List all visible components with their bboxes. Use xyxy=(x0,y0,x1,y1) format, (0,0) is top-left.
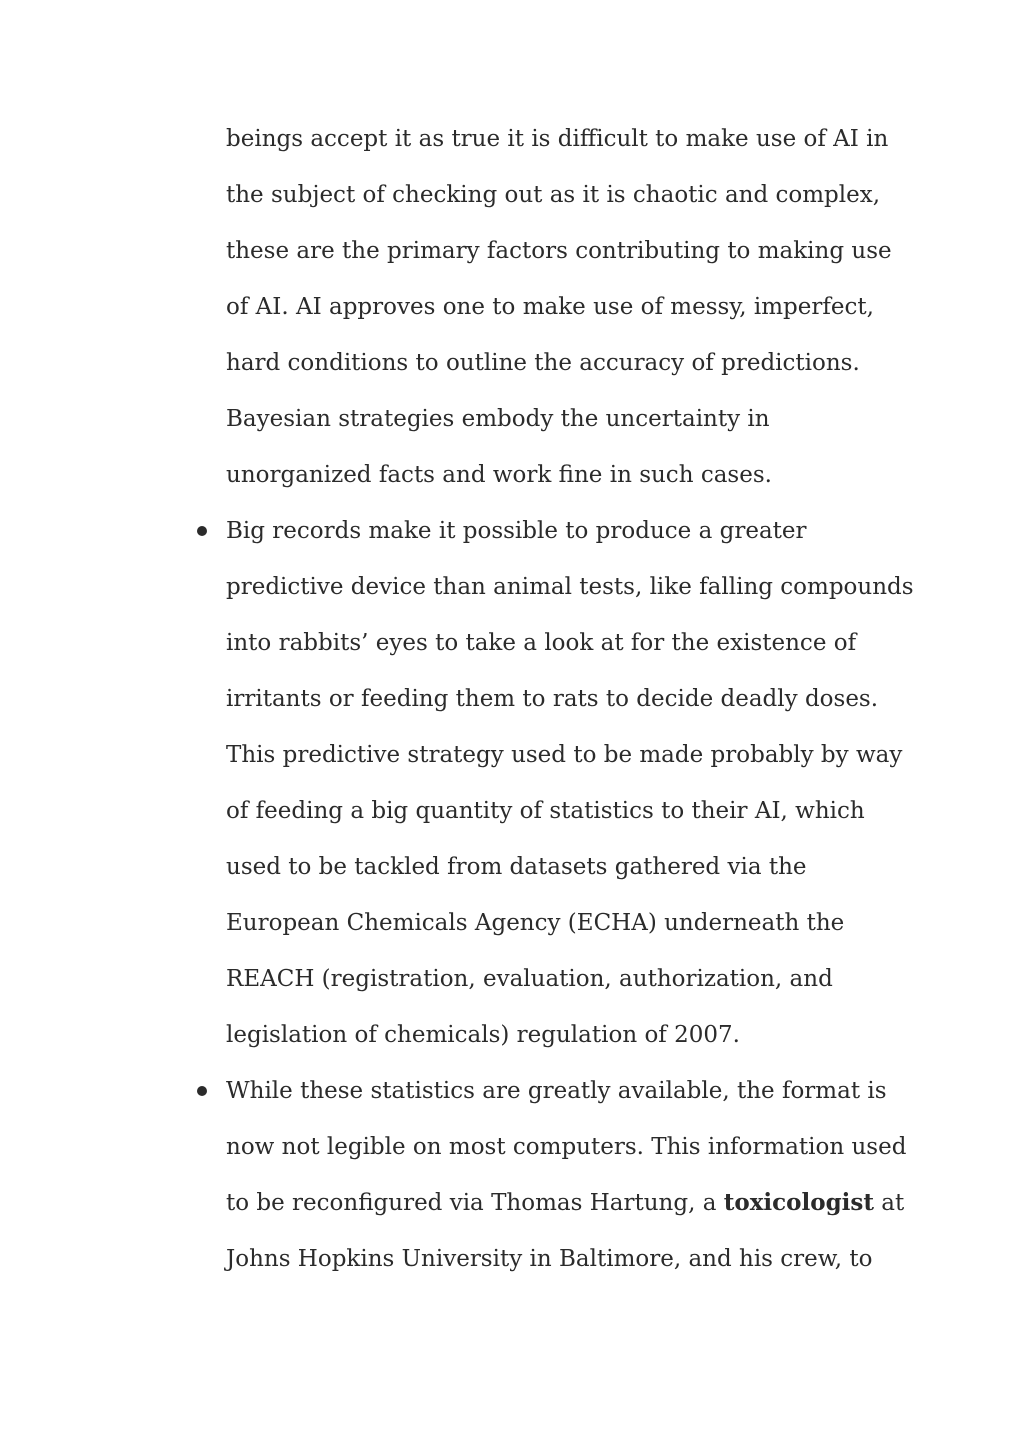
continuation-paragraph: beings accept it as true it is difficult to make use of AI in the subject of checking out as it is chaotic and complex, these are the primary factors contributing to making use of AI. AI approves one to make use of messy, imperfect, hard conditions to outline the accuracy of predictions. Bayesian strategies embody the uncertainty in unorganized facts and work fine in such cases. xyxy=(226,126,892,488)
bullet-icon xyxy=(193,503,213,559)
body-text xyxy=(226,111,916,1287)
list-item-text-before: While these statistics are greatly available, the format is now not legible on most computers. This information used to be reconfigured via Thomas Hartung, a xyxy=(226,1078,907,1216)
list-item-text-after: at Johns Hopkins University in Baltimore, and his crew, to xyxy=(226,1190,905,1272)
bold-term: toxicologist xyxy=(723,1189,874,1216)
list-item xyxy=(226,503,916,1063)
list-item xyxy=(226,1063,916,1287)
bullet-icon xyxy=(193,1063,213,1119)
list-item-text: Big records make it possible to produce a greater predictive device than animal tests, like falling compounds into rabbits’ eyes to take a look at for the existence of irritants or feeding them to rats to decide deadly doses. This predictive strategy used to be made probably by way of feeding a big quantity of statistics to their AI, which used to be tackled from datasets gathered via the European Chemicals Agency (ECHA) underneath the REACH (registration, evaluation, authorization, and legislation of chemicals) regulation of 2007. xyxy=(226,518,914,1048)
